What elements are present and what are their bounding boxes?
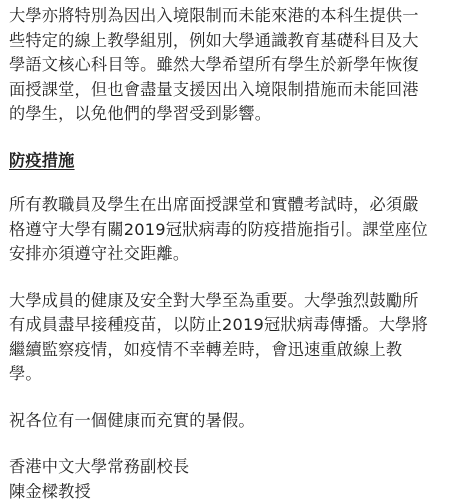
text-line: 祝各位有一個健康而充實的暑假。 — [9, 409, 464, 434]
text-line: 大學亦將特別為因出入境限制而未能來港的本科生提供一 — [9, 4, 464, 29]
paragraph-health-vaccination — [9, 289, 464, 387]
document-body — [9, 4, 464, 504]
text-line: 所有教職員及學生在出席面授課堂和實體考試時，必須嚴 — [9, 193, 464, 218]
section-heading: 防疫措施 — [9, 149, 75, 174]
closing-greeting — [9, 409, 464, 434]
text-line: 學語文核心科目等。雖然大學希望所有學生於新學年恢復 — [9, 53, 464, 78]
signature-name: 陳金樑教授 — [9, 480, 464, 504]
text-line: 些特定的線上教學組別，例如大學通識教育基礎科目及大 — [9, 29, 464, 54]
text-line: 面授課堂，但也會盡量支援因出入境限制措施而未能回港 — [9, 78, 464, 103]
text-line: 學。 — [9, 362, 464, 387]
text-line: 格遵守大學有關2019冠狀病毒的防疫措施指引。課堂座位 — [9, 218, 464, 243]
paragraph-prevention-guidelines — [9, 193, 464, 267]
signature-title: 香港中文大學常務副校長 — [9, 455, 464, 480]
text-line: 安排亦須遵守社交距離。 — [9, 242, 464, 267]
text-line: 的學生，以免他們的學習受到影響。 — [9, 102, 464, 127]
paragraph-online-teaching — [9, 4, 464, 127]
text-line: 有成員盡早接種疫苗，以防止2019冠狀病毒傳播。大學將 — [9, 313, 464, 338]
signature-block — [9, 455, 464, 504]
text-line: 大學成員的健康及安全對大學至為重要。大學強烈鼓勵所 — [9, 289, 464, 314]
text-line: 繼續監察疫情，如疫情不幸轉差時，會迅速重啟線上教 — [9, 338, 464, 363]
